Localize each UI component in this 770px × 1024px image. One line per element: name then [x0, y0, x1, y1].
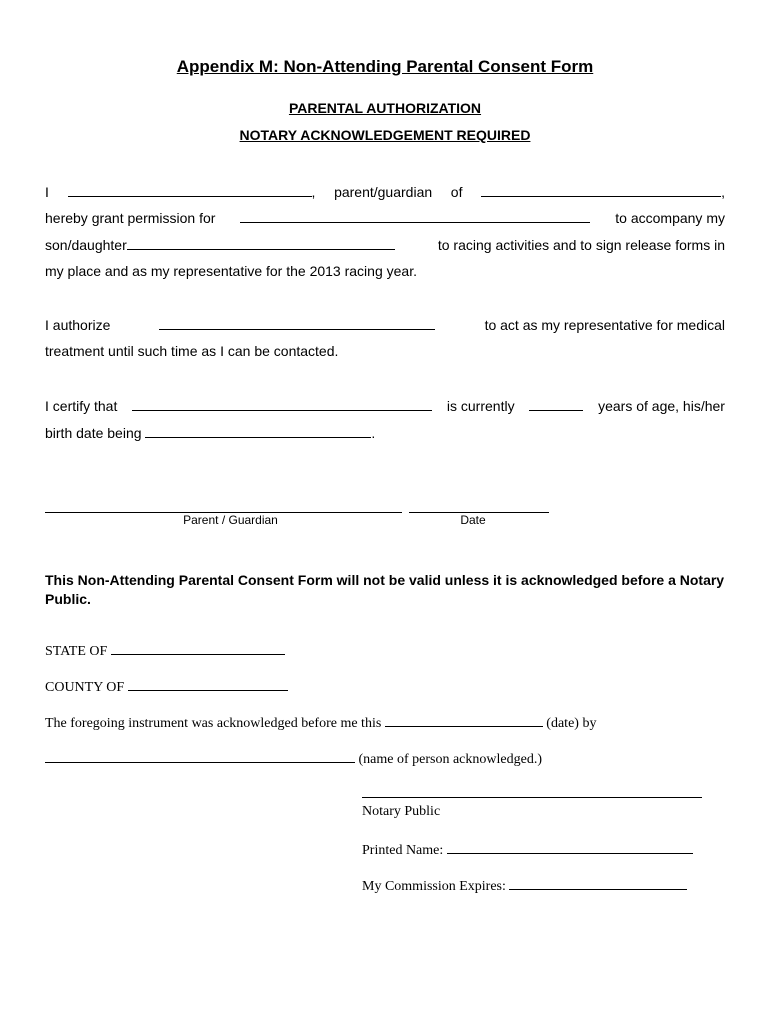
date-by-text: (date) by [546, 716, 597, 731]
to-accompany-text: to accompany my [615, 210, 725, 226]
heading-parental-authorization: PARENTAL AUTHORIZATION [288, 100, 482, 116]
guardian-name-blank[interactable] [68, 182, 312, 197]
state-blank[interactable] [111, 641, 285, 655]
comma: , [311, 184, 316, 200]
foregoing-text: The foregoing instrument was acknowledged before me this [45, 716, 382, 731]
name-of-person-text: (name of person acknowledged.) [358, 752, 542, 767]
pronoun-i: I [45, 184, 49, 200]
parent-guardian-text: parent/guardian [334, 184, 433, 200]
notary-public-label: Notary Public [362, 804, 441, 819]
notary-warning: This Non-Attending Parental Consent Form will not be valid unless it is acknowledged before a Notary Public. [45, 572, 725, 607]
para2-line2: treatment until such time as I can be contacted. [45, 343, 339, 359]
county-blank[interactable] [128, 677, 288, 691]
i-authorize-text: I authorize [45, 317, 111, 333]
date-caption: Date [460, 513, 486, 527]
para1-line2 [45, 208, 725, 227]
county-of-label: COUNTY OF [45, 680, 125, 695]
birth-date-text: birth date being [45, 425, 142, 441]
permitted-person-blank[interactable] [240, 208, 590, 223]
printed-name-label: Printed Name: [362, 843, 444, 858]
commission-expires-label: My Commission Expires: [362, 879, 506, 894]
ack-date-blank[interactable] [385, 713, 543, 727]
representative-blank[interactable] [159, 315, 435, 330]
end-comma: , [721, 184, 725, 200]
acknowledged-line [45, 713, 596, 733]
is-currently-text: is currently [446, 398, 515, 414]
para1-line3 [45, 235, 725, 254]
years-of-age-text: years of age, his/her [598, 398, 725, 414]
para1-line1 [45, 182, 725, 201]
to-act-text: to act as my representative for medical [484, 317, 725, 333]
of-text: of [450, 184, 463, 200]
county-of-line [45, 677, 288, 697]
notary-signature-line[interactable] [362, 797, 702, 798]
person-acknowledged-blank[interactable] [45, 749, 355, 763]
state-of-line [45, 641, 285, 661]
printed-name-line [362, 839, 693, 860]
i-certify-text: I certify that [45, 398, 118, 414]
parent-guardian-caption: Parent / Guardian [183, 513, 278, 527]
birth-date-blank[interactable] [145, 423, 371, 438]
certify-name-blank[interactable] [132, 396, 432, 411]
age-blank[interactable] [529, 396, 583, 411]
commission-expires-blank[interactable] [509, 875, 687, 890]
person-acknowledged-line [45, 749, 542, 769]
commission-expires-line [362, 875, 687, 896]
para1-line4: my place and as my representative for the 2013 racing year. [45, 263, 417, 279]
heading-notary-required: NOTARY ACKNOWLEDGEMENT REQUIRED [239, 127, 531, 143]
para3-line1 [45, 396, 725, 415]
period: . [371, 425, 376, 441]
child-name-blank[interactable] [481, 182, 721, 197]
para3-line2 [45, 423, 725, 442]
state-of-label: STATE OF [45, 644, 108, 659]
racing-activities-text: to racing activities and to sign release forms in [437, 237, 725, 253]
form-title: Appendix M: Non-Attending Parental Consent Form [176, 57, 594, 76]
son-daughter-text: son/daughter [45, 237, 127, 253]
para2-line1 [45, 315, 725, 334]
printed-name-blank[interactable] [447, 839, 693, 854]
son-daughter-blank[interactable] [127, 235, 395, 250]
hereby-text: hereby grant permission for [45, 210, 216, 226]
